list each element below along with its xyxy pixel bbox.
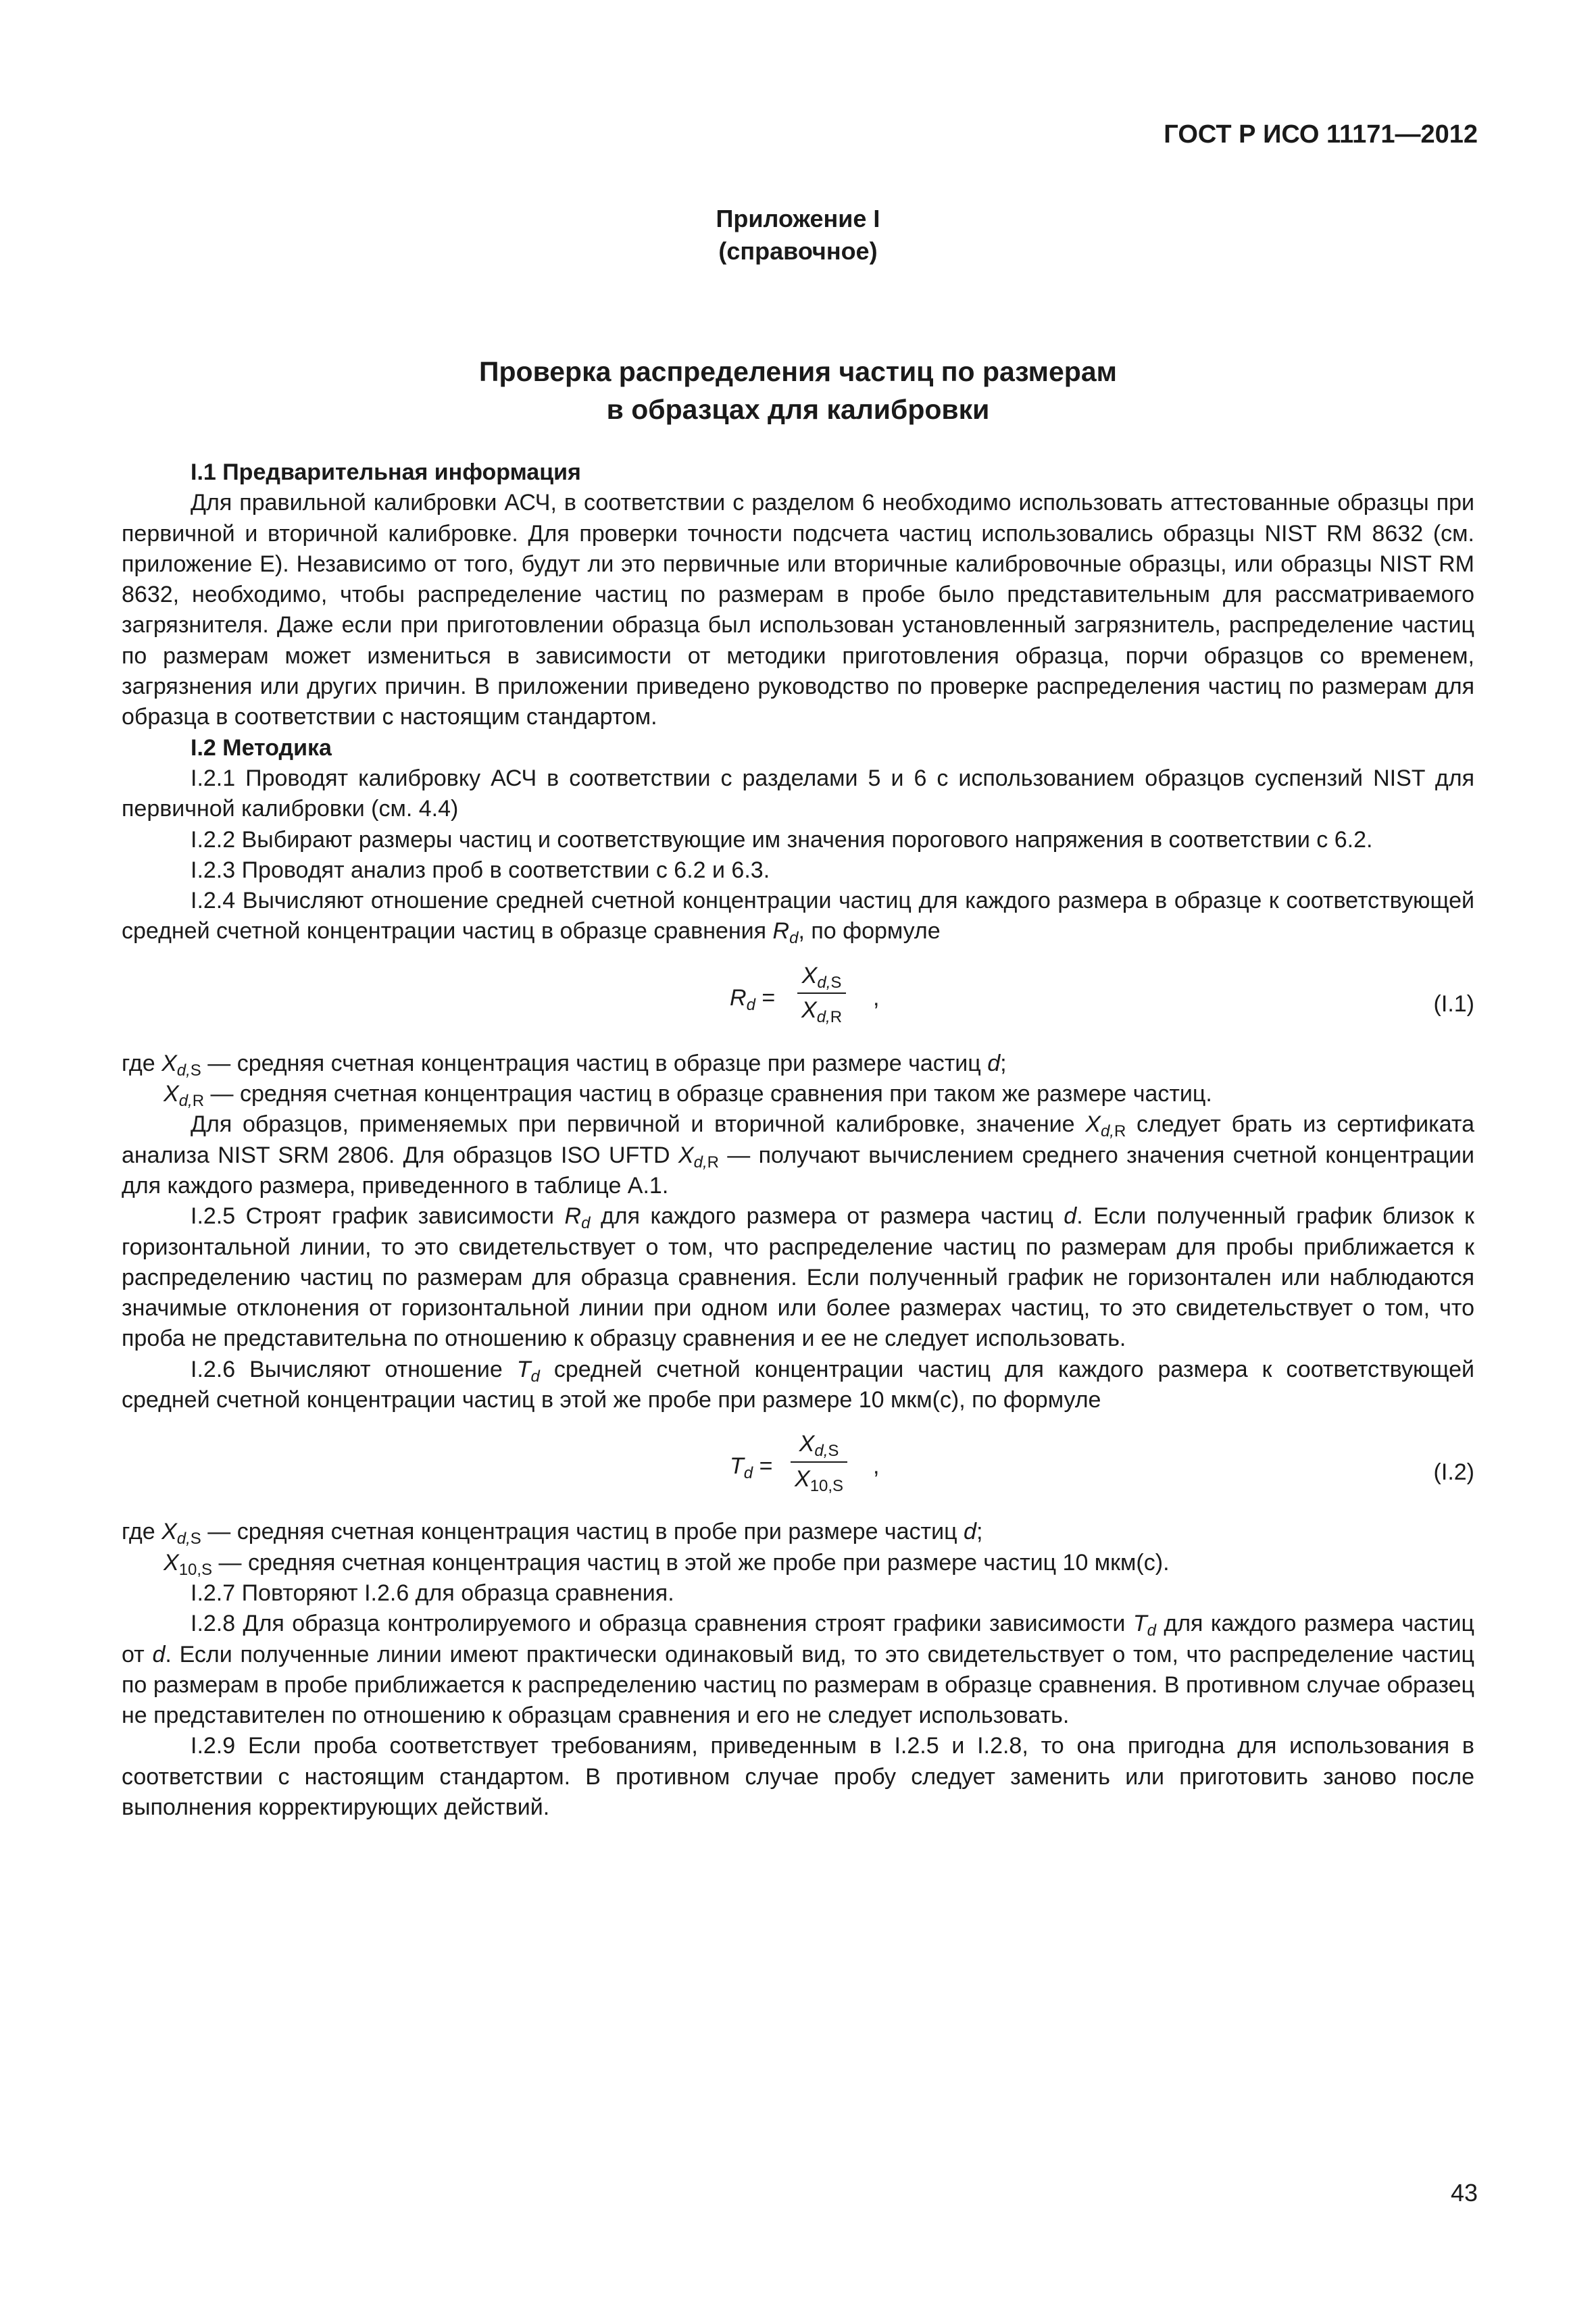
where-line-2: $X_{d,R}$ — средняя счетная концентрация частиц в образце сравнения при таком же размере частиц. — [164, 1081, 1212, 1111]
annex-label — [0, 203, 1596, 268]
annex-title: Приложение I — [716, 205, 880, 232]
formula-i2-denominator: $X_{10,S}$ — [795, 1465, 844, 1495]
paragraph-i2-6: I.2.6 Вычисляют отношение $T_d$ средней счетной концентрации частиц для каждого размера к соответствующей средней счетной концентрации частиц в этой же пробе при размере 10 мкм(с), по формуле — [122, 1356, 1474, 1413]
formula-i1 — [122, 947, 1474, 1049]
paragraph-i2-3: I.2.3 Проводят анализ проб в соответствии с 6.2 и 6.3. — [191, 857, 770, 883]
formula-i2-comma: , — [873, 1453, 880, 1480]
formula-i2-numerator: $X_{d,S}$ — [799, 1431, 839, 1461]
formula-i1-lhs: $R_d$ = — [730, 984, 776, 1014]
heading-line-2: в образцах для калибровки — [606, 394, 990, 425]
annex-heading — [0, 353, 1596, 428]
formula-i1-number: (I.1) — [1433, 990, 1474, 1017]
paragraph-i2-2: I.2.2 Выбирают размеры частиц и соответствующие им значения порогового напряжения в соответствии с 6.2. — [191, 826, 1373, 853]
paragraph-i2-8: I.2.8 Для образца контролируемого и образца сравнения строят графики зависимости $T_d$ для каждого размера частиц от d. Если полученные линии имеют практически одинаковый вид, то это свидетельствует о том, что распределение частиц по размерам в пробе приближается к распределению частиц по размерам в образце сравнения. В противном случае образец не представителен по отношению к образцам сравнения и его не следует использовать. — [122, 1611, 1475, 1729]
paragraph-i2-1: I.2.1 Проводят калибровку АСЧ в соответствии с разделами 5 и 6 с использованием образцов суспензий NIST для первичной калибровки (см. 4.4) — [122, 765, 1474, 822]
formula-i2-number: (I.2) — [1433, 1459, 1474, 1486]
section-i1-paragraph: Для правильной калибровки АСЧ, в соответствии с разделом 6 необходимо использовать аттестованные образцы при первичной и вторичной калибровке. Для проверки точности подсчета частиц использовались образцы NIST RM 8632 (см. приложение Е). Независимо от того, будут ли это первичные или вторичные калибровочные образцы, или образцы NIST RM 8632, необходимо, чтобы распределение частиц по размерам в пробе было представительным для рассматриваемого загрязнителя. Даже если при приготовлении образца был использован установленный загрязнитель, распределение частиц по размерам может измениться в зависимости от методики приготовления образца, порчи образцов со временем, загрязнения или других причин. В приложении приведено руководство по проверке распределения частиц по размерам для образца в соответствии с настоящим стандартом. — [122, 490, 1474, 730]
formula-i2-fraction — [791, 1429, 847, 1494]
paragraph-i2-9: I.2.9 Если проба соответствует требованиям, приведенным в I.2.5 и I.2.8, то она пригодна для использования в соответствии с настоящим стандартом. В противном случае пробу следует заменить или приготовить заново после выполнения корректирующих действий. — [122, 1733, 1474, 1820]
paragraph-i2-5: I.2.5 Строят график зависимости $R_d$ для каждого размера от размера частиц d. Если полученный график близок к горизонтальной линии, то это свидетельствует о том, что распределение частиц по размерам для пробы приближается к распределению частиц по размерам для образца сравнения. Если полученный график не горизонтален или наблюдаются значимые отклонения от горизонтальной линии при одном или более размерах частиц, то это свидетельствует о том, что проба не представительна по отношению к образцу сравнения и ее не следует использовать. — [122, 1203, 1475, 1352]
body-text — [122, 457, 1474, 1823]
annex-type: (справочное) — [718, 237, 878, 265]
formula-i2 — [122, 1415, 1474, 1517]
paragraph-i2-7: I.2.7 Повторяют I.2.6 для образца сравнения. — [191, 1580, 674, 1606]
formula-i1-numerator: $X_{d,S}$ — [801, 962, 842, 992]
fraction-bar — [797, 992, 846, 994]
formula-i1-comma: , — [873, 984, 880, 1011]
formula-i1-fraction — [797, 961, 846, 1026]
where-line-1: где $X_{d,S}$ — средняя счетная концентрация частиц в образце при размере частиц d; — [122, 1050, 1007, 1080]
fraction-bar — [791, 1461, 847, 1463]
where-line-3: где $X_{d,S}$ — средняя счетная концентрация частиц в пробе при размере частиц d; — [122, 1519, 983, 1549]
page-number: 43 — [1450, 2179, 1478, 2207]
formula-i2-lhs: $T_d$ = — [730, 1453, 773, 1483]
where-line-4: $X_{10,S}$ — средняя счетная концентрация частиц в этой же пробе при размере частиц 10 мкм(с). — [164, 1549, 1170, 1579]
heading-line-1: Проверка распределения частиц по размерам — [479, 356, 1117, 387]
document-header: ГОСТ Р ИСО 11171—2012 — [1164, 120, 1478, 149]
formula-i1-denominator: $X_{d,R}$ — [801, 997, 843, 1027]
section-heading-i1: I.1 Предварительная информация — [191, 459, 581, 485]
paragraph-reference-samples: Для образцов, применяемых при первичной и вторичной калибровке, значение $X_{d,R}$ следует брать из сертификата анализа NIST SRM 2806. Для образцов ISO UFTD $X_{d,R}$ — получают вычислением среднего значения счетной концентрации для каждого размера, приведенного в таблице А.1. — [122, 1111, 1475, 1199]
paragraph-i2-4: I.2.4 Вычисляют отношение средней счетной концентрации частиц для каждого размера в образце к соответствующей средней счетной концентрации частиц в образце сравнения $R_d$, по формуле — [122, 888, 1474, 948]
section-heading-i2: I.2 Методика — [191, 734, 332, 761]
